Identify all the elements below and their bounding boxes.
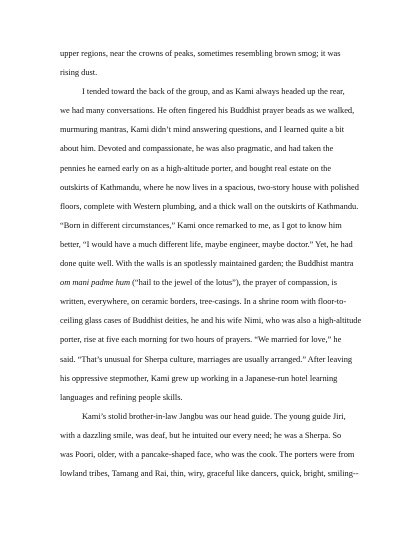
text-line: written, everywhere, on ceramic borders, tree-casings. In a shrine room with floor-to- [60, 297, 347, 307]
text-line: we had many conversations. He often fingered his Buddhist prayer beads as we walked, [60, 106, 355, 116]
text-line: porter, rise at five each morning for two hours of prayers. “We married for love,” he [60, 335, 342, 345]
text-line: with a dazzling smile, was deaf, but he intuited our every need; he was a Sherpa. So [60, 430, 342, 440]
body-text [60, 44, 390, 483]
text-line [60, 273, 390, 292]
mantra-italic: om mani padme hum [60, 278, 131, 288]
text-line: done quite well. With the walls is an spotlessly maintained garden; the Buddhist mantra [60, 259, 354, 269]
text-line: pennies he earned early on as a high-altitude porter, and bought real estate on the [60, 163, 332, 173]
text-line: Kami’s stolid brother-in-law Jangbu was our head guide. The young guide Jiri, [82, 411, 346, 421]
text-line: floors, complete with Western plumbing, and a thick wall on the outskirts of Kathmandu. [60, 201, 359, 211]
text-line: rising dust. [60, 68, 98, 78]
text-line: outskirts of Kathmandu, where he now lives in a spacious, two-story house with polished [60, 182, 359, 192]
text-line: languages and refining people skills. [60, 392, 183, 402]
text-line: “Born in different circumstances,” Kami once remarked to me, as I got to know him [60, 220, 342, 230]
text-line: I tended toward the back of the group, and as Kami always headed up the rear, [82, 87, 345, 97]
text-line: upper regions, near the crowns of peaks, sometimes resembling brown smog; it was [60, 49, 341, 58]
text-line: lowland tribes, Tamang and Rai, thin, wiry, graceful like dancers, quick, bright, smiling-- [60, 469, 359, 479]
text-line: better, “I would have a much different life, maybe engineer, maybe doctor.” Yet, he had [60, 239, 353, 249]
text-segment: (“hail to the jewel of the lotus”), the prayer of compassion, is [130, 278, 338, 288]
text-line: about him. Devoted and compassionate, he was also pragmatic, and had taken the [60, 144, 334, 154]
text-line: said. “That’s unusual for Sherpa culture, marriages are usually arranged.” After leaving [60, 354, 353, 364]
text-line: his oppressive stepmother, Kami grew up working in a Japanese-run hotel learning [60, 373, 338, 383]
text-line: was Poori, older, with a pancake-shaped face, who was the cook. The porters were from [60, 449, 355, 459]
text-line: ceiling glass cases of Buddhist deities, he and his wife Nimi, who was also a high-altitude [60, 316, 362, 326]
text-line: murmuring mantras, Kami didn’t mind answering questions, and I learned quite a bit [60, 125, 345, 135]
